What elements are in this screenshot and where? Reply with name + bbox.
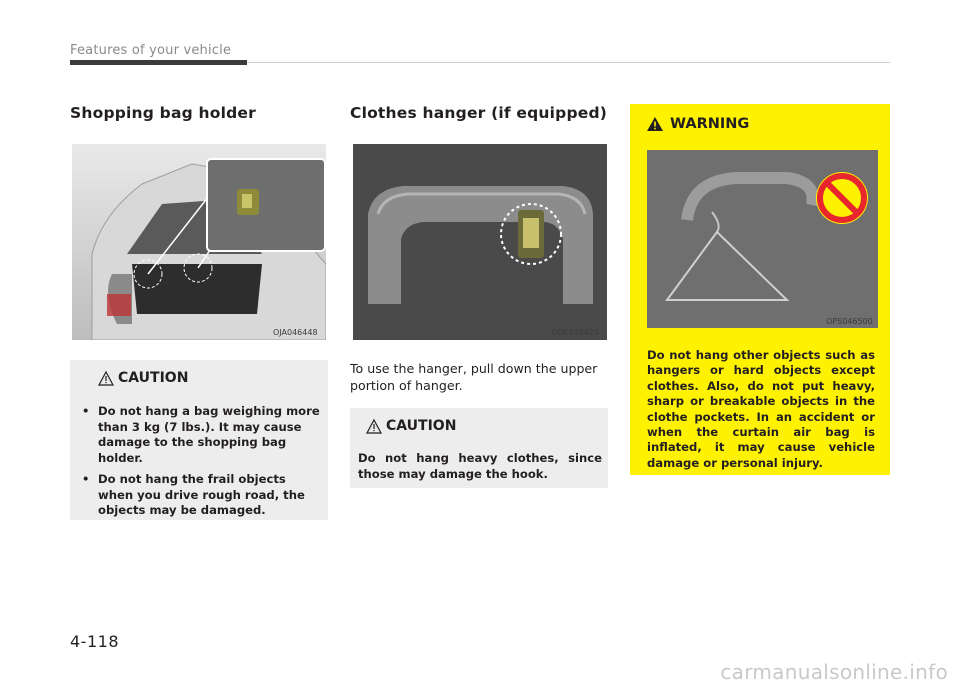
car-trunk-illustration: [72, 144, 326, 340]
warning-text: Do not hang other objects such as hangers or hard objects except clothes. Also, do not put heavy, sharp or breakable objects in the clothe pockets. In an accident or when the curtain air bag is inflated, it may cause vehicle damage or personal injury.: [647, 348, 875, 470]
section-label: Features of your vehicle: [70, 43, 232, 58]
hanger-caution-text: Do not hang heavy clothes, since those may damage the hook.: [358, 451, 602, 481]
caution-label: CAUTION: [118, 370, 189, 386]
warning-heading: [646, 116, 749, 132]
warning-label: WARNING: [670, 116, 750, 132]
caution-item: • Do not hang a bag weighing more than 3 kg (7 lbs.). It may cause damage to the shopping bag holder.: [78, 404, 323, 466]
page-number: 4-118: [70, 632, 119, 651]
caution-item: • Do not hang the frail objects when you drive rough road, the objects may be damaged.: [78, 472, 323, 519]
warning-image-code: OPS046500: [826, 317, 873, 326]
hanger-image-code: ODE046425: [551, 328, 600, 337]
hanger-caution-heading: [366, 418, 456, 434]
shopping-bag-photo: [72, 144, 326, 340]
caution-label: CAUTION: [386, 418, 457, 434]
hanger-handle-illustration: [353, 144, 607, 340]
warning-triangle-icon: [366, 419, 382, 434]
shopping-caution-heading: [98, 370, 188, 386]
warning-box: [630, 104, 890, 475]
warning-triangle-icon: [646, 116, 664, 132]
shopping-bag-title: Shopping bag holder: [70, 104, 256, 122]
header-bar: [70, 60, 247, 65]
shopping-bag-image-code: OJA046448: [273, 328, 318, 337]
hanger-caution-box: [350, 408, 608, 488]
hanger-on-handle-illustration: [647, 150, 878, 328]
clothes-hanger-photo: [353, 144, 607, 340]
shopping-caution-list: [78, 404, 323, 525]
warning-triangle-icon: [98, 371, 114, 386]
watermark: carmanualsonline.info: [720, 660, 948, 684]
shopping-caution-box: [70, 360, 328, 520]
clothes-hanger-title: Clothes hanger (if equipped): [350, 104, 608, 122]
header-rule: [247, 62, 890, 63]
warning-photo: [647, 150, 878, 328]
hanger-instruction: To use the hanger, pull down the upper portion of hanger.: [350, 361, 598, 393]
